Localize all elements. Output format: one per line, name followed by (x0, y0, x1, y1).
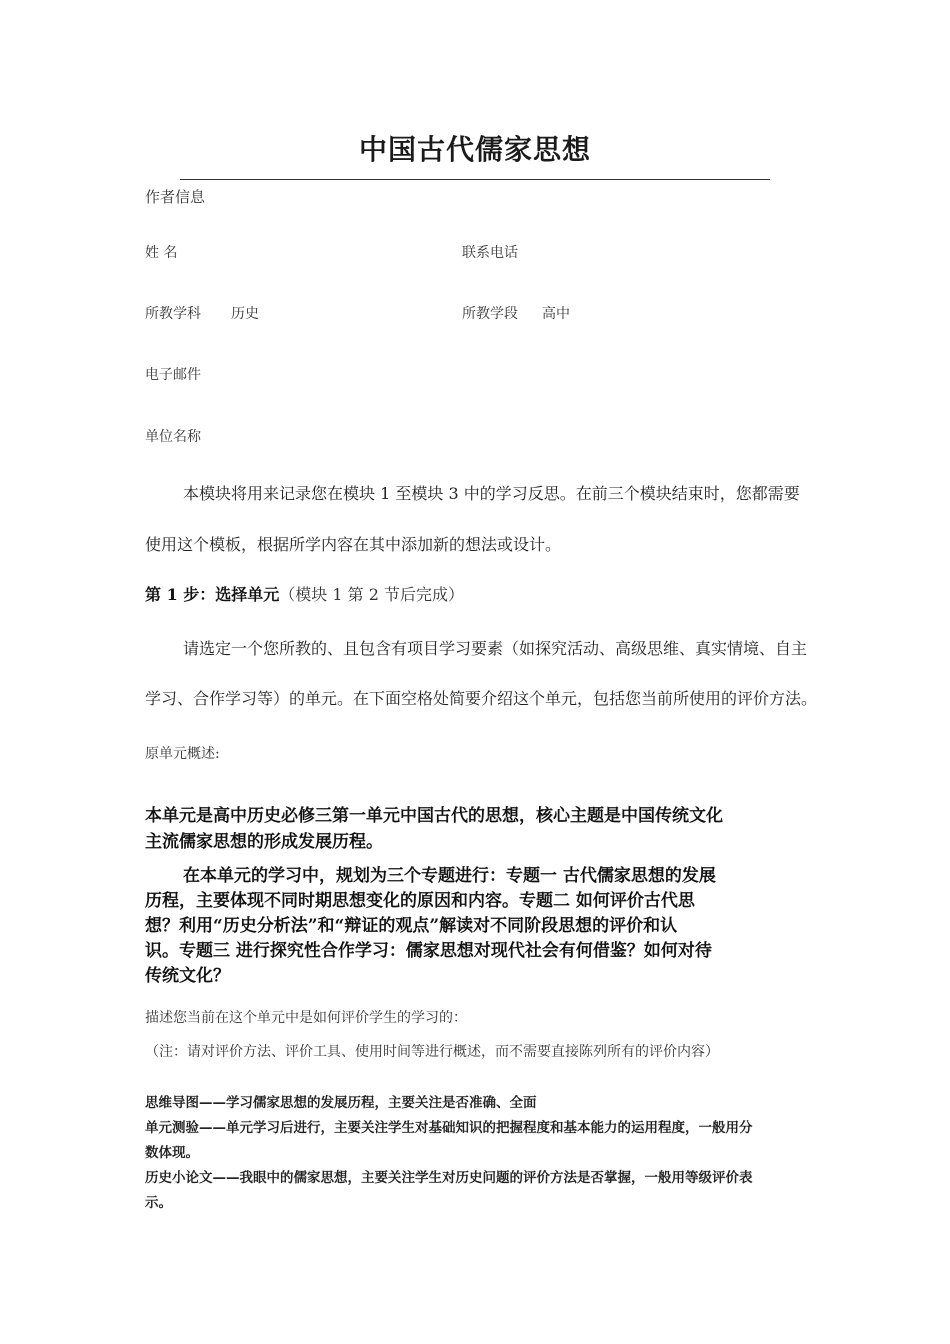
overview-p2-line-1: 在本单元的学习中，规划为三个专题进行：专题一 古代儒家思想的发展 (183, 866, 716, 886)
subject-label: 所教学科 (145, 306, 201, 322)
overview-p2-line-2: 历程，主要体现不同时期思想变化的原因和内容。专题二 如何评价古代思 (145, 891, 695, 911)
step1-note: （模块 1 第 2 节后完成） (279, 585, 464, 604)
author-info-heading: 作者信息 (145, 188, 206, 206)
grade-label: 所教学段 (462, 306, 518, 322)
subject-value: 历史 (231, 306, 259, 322)
overview-p2-line-5: 传统文化？ (145, 966, 230, 986)
document-title: 中国古代儒家思想 (358, 133, 591, 166)
step1-heading: 第 1 步：选择单元 (145, 585, 280, 604)
intro-line-1: 本模块将用来记录您在模块 1 至模块 3 中的学习反思。在前三个模块结束时，您都需要 (183, 484, 800, 503)
evaluation-label: 描述您当前在这个单元中是如何评价学生的学习的： (145, 1010, 467, 1026)
overview-label: 原单元概述: (145, 746, 220, 762)
intro-line-2: 使用这个模板，根据所学内容在其中添加新的想法或设计。 (145, 535, 562, 554)
phone-label: 联系电话 (462, 245, 518, 261)
step1-heading-row (145, 582, 464, 605)
grade-value: 高中 (542, 306, 570, 322)
eval-item-mindmap: 思维导图——学习儒家思想的发展历程，主要关注是否准确、全面 (145, 1095, 537, 1111)
overview-p2-line-4: 识。专题三 进行探究性合作学习：儒家思想对现代社会有何借鉴？如何对待 (145, 941, 712, 961)
overview-p1-line-1: 本单元是高中历史必修三第一单元中国古代的思想，核心主题是中国传统文化 (145, 806, 723, 826)
step1-para-line-2: 学习、合作学习等）的单元。在下面空格处简要介绍这个单元，包括您当前所使用的评价方法。 (145, 689, 818, 708)
org-label: 单位名称 (145, 429, 201, 445)
eval-item-test-line-2: 数体现。 (145, 1145, 199, 1161)
email-label: 电子邮件 (145, 367, 201, 383)
overview-p2-line-3: 想？利用“历史分析法”和“辩证的观点”解读对不同阶段思想的评价和认 (145, 916, 678, 936)
name-label: 姓 名 (145, 245, 178, 261)
eval-item-essay-line-2: 示。 (145, 1195, 172, 1211)
eval-item-essay-line-1: 历史小论文——我眼中的儒家思想，主要关注学生对历史问题的评价方法是否掌握，一般用等级评价表 (145, 1170, 753, 1186)
title-underline (180, 179, 770, 180)
step1-para-line-1: 请选定一个您所教的、且包含有项目学习要素（如探究活动、高级思维、真实情境、自主 (183, 639, 808, 658)
overview-p1-line-2: 主流儒家思想的形成发展历程。 (145, 832, 383, 852)
evaluation-note: （注：请对评价方法、评价工具、使用时间等进行概述，而不需要直接陈列所有的评价内容） (145, 1044, 719, 1060)
eval-item-test-line-1: 单元测验——单元学习后进行，主要关注学生对基础知识的把握程度和基本能力的运用程度，一般用分 (145, 1120, 753, 1136)
